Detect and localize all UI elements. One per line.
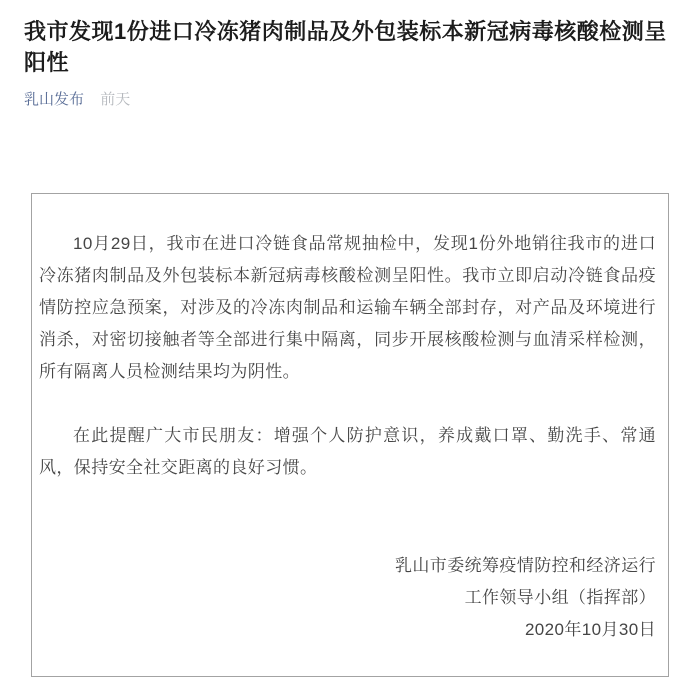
source-account-link[interactable]: 乳山发布 [24,91,85,108]
signature-line-group: 工作领导小组（指挥部） [464,588,656,607]
publish-time: 前天 [100,91,131,108]
signature-line-org: 乳山市委统筹疫情防控和经济运行 [395,556,656,575]
article-title: 我市发现1份进口冷冻猪肉制品及外包装标本新冠病毒核酸检测呈阳性 [24,19,667,75]
article-meta [24,89,674,110]
notice-box [31,193,669,677]
notice-paragraph-2: 在此提醒广大市民朋友：增强个人防护意识，养成戴口罩、勤洗手、常通风，保持安全社交距离的良好习惯。 [39,426,656,477]
notice-paragraph-1: 10月29日，我市在进口冷链食品常规抽检中，发现1份外地销往我市的进口冷冻猪肉制品及外包装标本新冠病毒核酸检测呈阳性。我市立即启动冷链食品疫情防控应急预案，对涉及的冷冻肉制品和运输车辆全部封存，对产品及环境进行消杀，对密切接触者等全部进行集中隔离，同步开展核酸检测与血清采样检测，所有隔离人员检测结果均为阴性。 [39,234,656,381]
signature-line-date: 2020年10月30日 [524,620,656,639]
article-header [0,0,700,110]
signature-block [39,550,656,646]
